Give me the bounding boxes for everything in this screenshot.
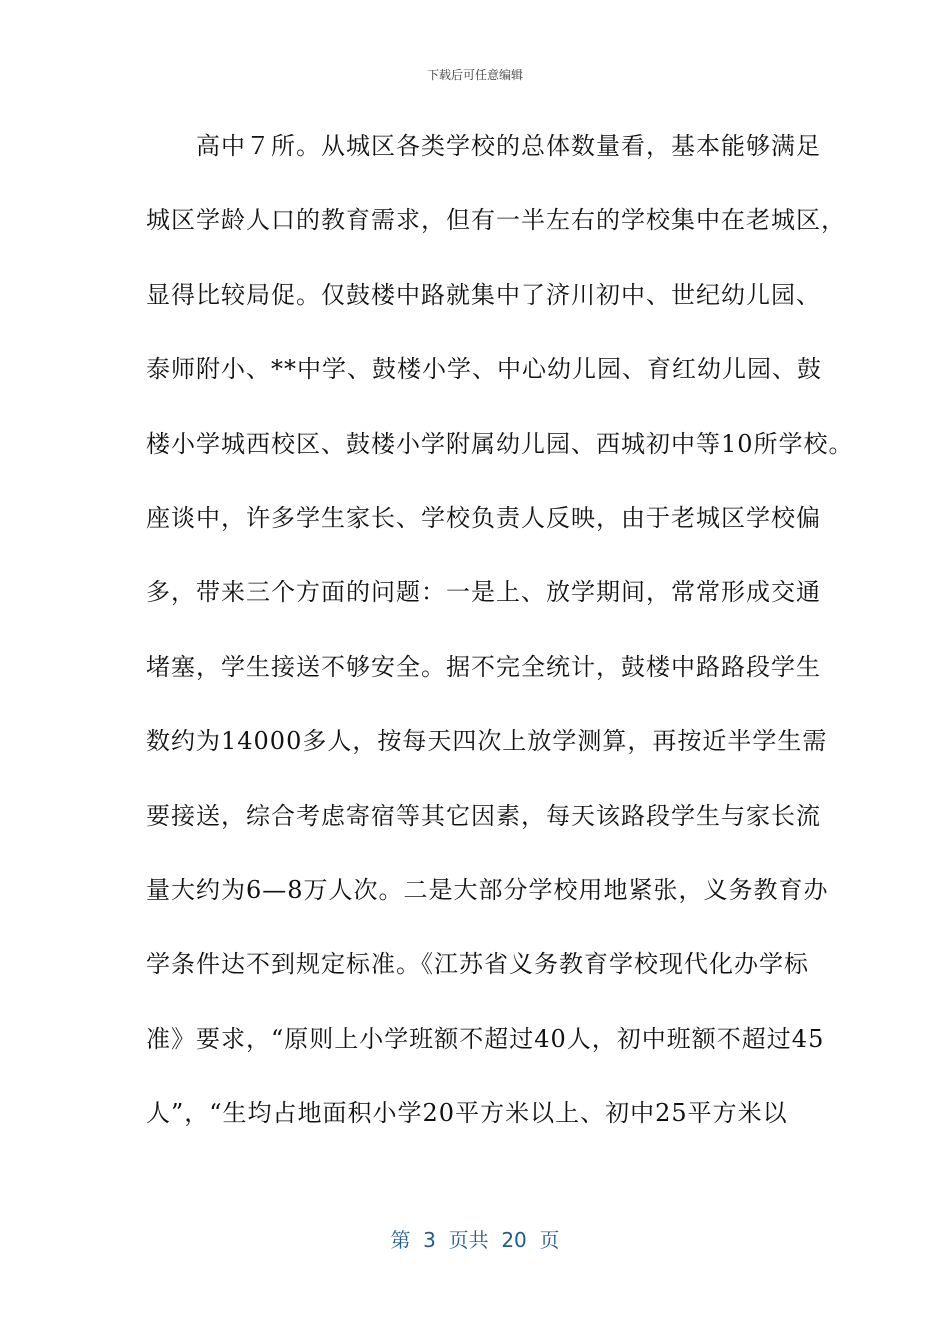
document-body (146, 124, 854, 1165)
page-header-note: 下载后可任意编辑 (426, 68, 523, 82)
text-line: 城区学龄人口的教育需求，但有一半左右的学校集中在老城区， (146, 206, 846, 235)
text-line: 人”，“生均占地面积小学20平方米以上、初中25平方米以 (146, 1099, 788, 1128)
page-number-footer: 第 3 页共 20 页 (390, 1228, 560, 1252)
text-line: 座谈中，许多学生家长、学校负责人反映，由于老城区学校偏 (146, 503, 821, 532)
text-line: 多，带来三个方面的问题：一是上、放学期间，常常形成交通 (146, 578, 821, 607)
text-line: 数约为14000多人，按每天四次上放学测算，再按近半学生需 (146, 727, 828, 756)
text-line: 学条件达不到规定标准。《江苏省义务教育学校现代化办学标 (146, 950, 809, 979)
text-line: 泰师附小、**中学、鼓楼小学、中心幼儿园、育红幼儿园、鼓 (146, 355, 822, 384)
text-line: 高中７所。从城区各类学校的总体数量看，基本能够满足 (146, 132, 821, 160)
text-line: 堵塞，学生接送不够安全。据不完全统计，鼓楼中路路段学生 (146, 652, 821, 681)
text-line: 显得比较局促。仅鼓楼中路就集中了济川初中、世纪幼儿园、 (146, 280, 821, 309)
text-line: 要接送，综合考虑寄宿等其它因素，每天该路段学生与家长流 (146, 801, 821, 830)
text-line: 楼小学城西校区、鼓楼小学附属幼儿园、西城初中等10所学校。 (146, 429, 854, 458)
text-line: 量大约为6—8万人次。二是大部分学校用地紧张，义务教育办 (146, 875, 829, 904)
text-line: 准》要求，“原则上小学班额不超过40人，初中班额不超过45 (146, 1024, 825, 1053)
